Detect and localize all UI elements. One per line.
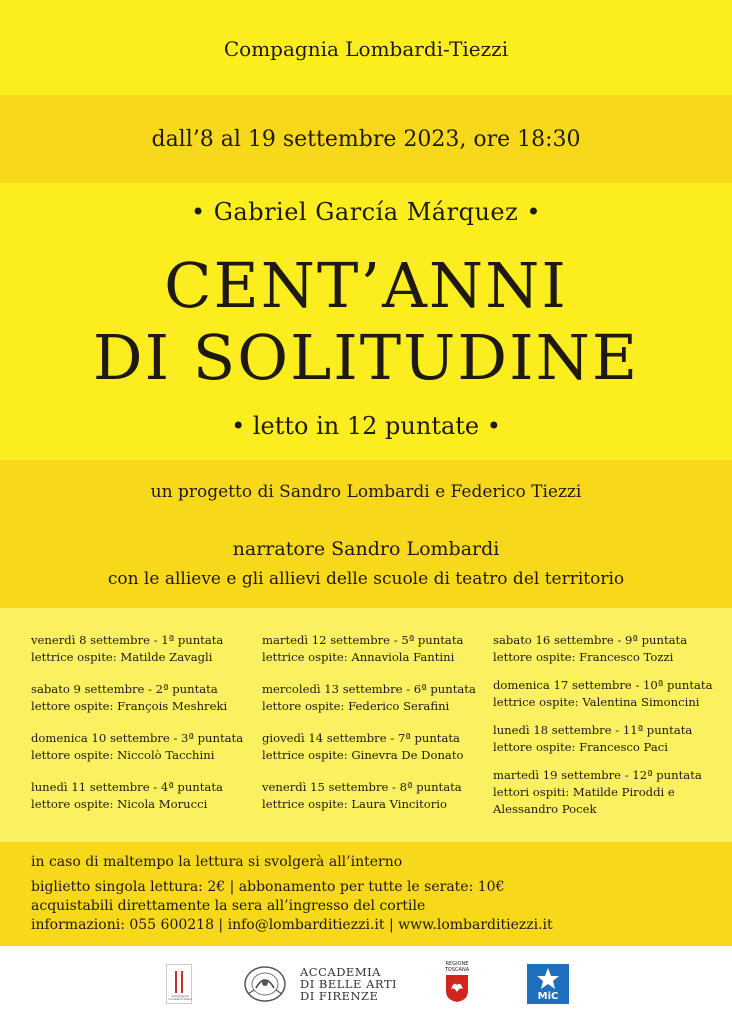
mic-label: MiC bbox=[537, 991, 559, 1002]
regione-shield-icon bbox=[442, 973, 472, 1003]
entry-guest: lettrice ospite: Annaviola Fantini bbox=[262, 650, 455, 664]
entry-date: martedì 12 settembre - 5ª puntata bbox=[262, 633, 464, 647]
entry-guest-continued: Alessandro Pocek bbox=[493, 802, 597, 816]
entry-guest: lettore ospite: Niccolò Tacchini bbox=[31, 748, 215, 762]
entry-guest: lettrice ospite: Ginevra De Donato bbox=[262, 748, 464, 762]
schedule-column-1 bbox=[31, 632, 256, 828]
entry-date: lunedì 11 settembre - 4ª puntata bbox=[31, 780, 223, 794]
accademia-line-2: DI BELLE ARTI bbox=[300, 977, 398, 991]
entry-date: venerdì 8 settembre - 1ª puntata bbox=[31, 633, 224, 647]
schedule-column-2 bbox=[262, 632, 487, 828]
entry-guest: lettore ospite: Francesco Paci bbox=[493, 740, 668, 754]
title-line-2: DI SOLITUDINE bbox=[92, 321, 640, 394]
narrator-credit: narratore Sandro Lombardi bbox=[232, 538, 500, 560]
schedule-entry bbox=[31, 681, 256, 715]
schedule-entry bbox=[31, 730, 256, 764]
title-line-1: CENT’ANNI bbox=[164, 249, 568, 322]
regione-line-1: REGIONE bbox=[445, 961, 469, 967]
entry-date: martedì 19 settembre - 12ª puntata bbox=[493, 768, 702, 782]
schedule-entry bbox=[493, 767, 723, 818]
entry-date: giovedì 14 settembre - 7ª puntata bbox=[262, 731, 460, 745]
schedule-entry bbox=[31, 779, 256, 813]
schedule-entry bbox=[493, 722, 723, 756]
company-name: Compagnia Lombardi-Tiezzi bbox=[223, 37, 509, 61]
schedule-entry bbox=[262, 779, 487, 813]
regione-toscana-logo bbox=[442, 962, 472, 1006]
schedule-entry bbox=[493, 677, 723, 711]
event-dates: dall’8 al 19 settembre 2023, ore 18:30 bbox=[151, 127, 581, 152]
purchase-note: acquistabili direttamente la sera all’ingresso del cortile bbox=[31, 898, 426, 914]
subtitle: • letto in 12 puntate • bbox=[231, 412, 501, 440]
entry-date: sabato 9 settembre - 2ª puntata bbox=[31, 682, 218, 696]
schedule-entry bbox=[493, 632, 723, 666]
entry-guest: lettori ospiti: Matilde Piroddi e bbox=[493, 785, 675, 799]
project-credit: un progetto di Sandro Lombardi e Federico Tiezzi bbox=[150, 482, 582, 502]
accademia-wordmark bbox=[300, 966, 397, 1002]
schedule-entry bbox=[262, 730, 487, 764]
regione-line-2: TOSCANA bbox=[444, 966, 470, 973]
schedule-entry bbox=[262, 681, 487, 715]
mic-star-icon bbox=[527, 964, 569, 992]
contact-info: informazioni: 055 600218 | info@lombarditiezzi.it | www.lombarditiezzi.it bbox=[31, 917, 553, 933]
schedule-column-3 bbox=[493, 632, 723, 833]
accademia-line-3: DI FIRENZE bbox=[300, 989, 379, 1003]
schedule-entry bbox=[31, 632, 256, 666]
entry-guest: lettrice ospite: Matilde Zavagli bbox=[31, 650, 213, 664]
entry-guest: lettrice ospite: Valentina Simoncini bbox=[493, 695, 700, 709]
compagnia-logo bbox=[166, 964, 192, 1004]
ticket-prices: biglietto singola lettura: 2€ | abbonamento per tutte le serate: 10€ bbox=[31, 879, 505, 895]
entry-date: domenica 17 settembre - 10ª puntata bbox=[493, 678, 713, 692]
students-credit: con le allieve e gli allievi delle scuole di teatro del territorio bbox=[107, 569, 625, 589]
author-name: • Gabriel García Márquez • bbox=[190, 198, 542, 226]
weather-note: in caso di maltempo la lettura si svolgerà all’interno bbox=[31, 854, 403, 870]
entry-guest: lettore ospite: François Meshreki bbox=[31, 699, 228, 713]
accademia-emblem-icon bbox=[242, 964, 288, 1004]
entry-guest: lettore ospite: Nicola Morucci bbox=[31, 797, 208, 811]
entry-date: sabato 16 settembre - 9ª puntata bbox=[493, 633, 688, 647]
mic-logo bbox=[527, 964, 569, 1004]
entry-guest: lettore ospite: Federico Serafini bbox=[262, 699, 450, 713]
entry-date: mercoledì 13 settembre - 6ª puntata bbox=[262, 682, 476, 696]
entry-date: venerdì 15 settembre - 8ª puntata bbox=[262, 780, 462, 794]
entry-date: domenica 10 settembre - 3ª puntata bbox=[31, 731, 244, 745]
entry-guest: lettore ospite: Francesco Tozzi bbox=[493, 650, 674, 664]
compagnia-logo-label: Compagnia Lombardi-Tiezzi bbox=[168, 994, 192, 1001]
entry-date: lunedì 18 settembre - 11ª puntata bbox=[493, 723, 693, 737]
accademia-line-1: ACCADEMIA bbox=[300, 965, 381, 979]
entry-guest: lettrice ospite: Laura Vincitorio bbox=[262, 797, 447, 811]
schedule-entry bbox=[262, 632, 487, 666]
